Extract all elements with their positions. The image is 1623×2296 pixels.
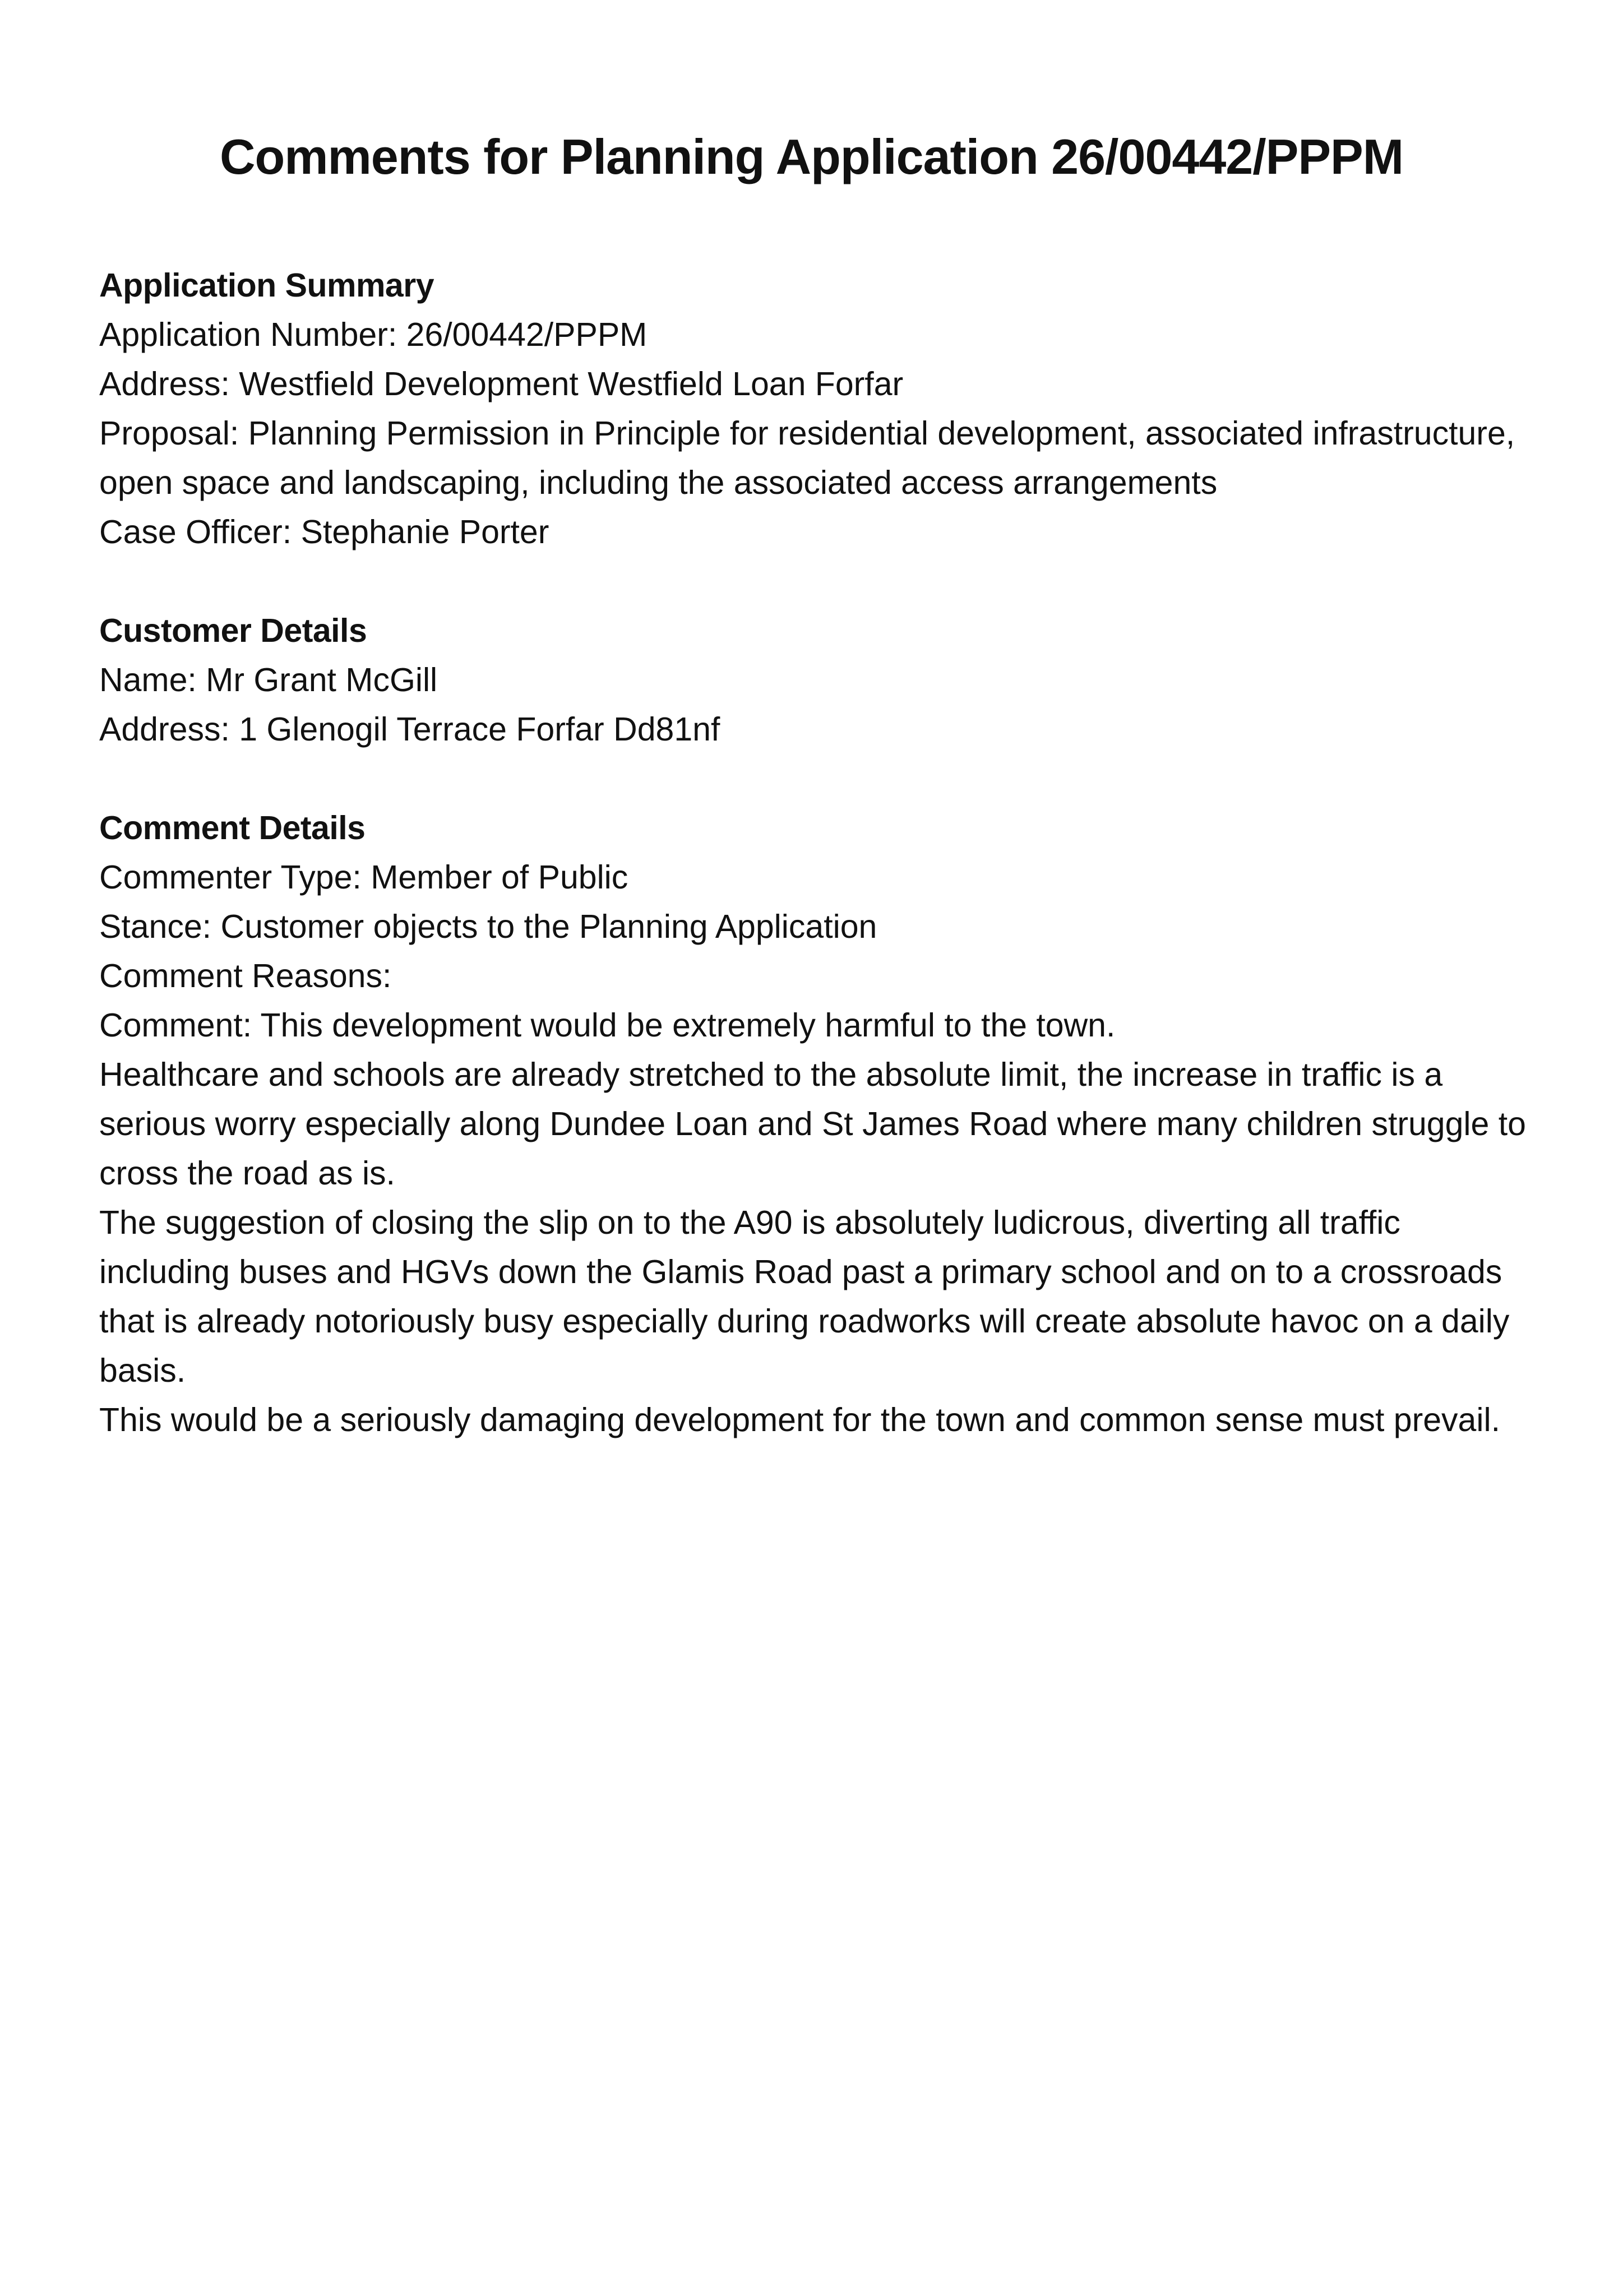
commenter-type: Commenter Type: Member of Public: [99, 859, 628, 896]
customer-details-heading: Customer Details: [99, 612, 367, 649]
comment-paragraph-1-line-2: serious worry especially along Dundee Loan and St James Road where many children struggle to: [99, 1105, 1526, 1142]
comment-reasons: Comment Reasons:: [99, 957, 392, 994]
page-title: Comments for Planning Application 26/00442/PPPM: [219, 129, 1404, 184]
comment-line: Comment: This development would be extremely harmful to the town.: [99, 1007, 1116, 1044]
comment-paragraph-1-line-1: Healthcare and schools are already stretched to the absolute limit, the increase in traffic is a: [99, 1056, 1443, 1093]
document-body: [99, 261, 1534, 1494]
comment-paragraph-1-line-3: cross the road as is.: [99, 1155, 395, 1192]
application-number: Application Number: 26/00442/PPPM: [99, 316, 648, 353]
stance: Stance: Customer objects to the Planning Application: [99, 908, 877, 945]
comment-paragraph-2-line-4: basis.: [99, 1352, 186, 1389]
comment-paragraph-2-line-3: that is already notoriously busy especially during roadworks will create absolute havoc on a daily: [99, 1303, 1510, 1340]
application-address: Address: Westfield Development Westfield Loan Forfar: [99, 365, 904, 402]
proposal-line-1: Proposal: Planning Permission in Principle for residential development, associated infrastructure,: [99, 415, 1515, 452]
proposal-line-2: open space and landscaping, including the associated access arrangements: [99, 464, 1218, 501]
comment-details-section: [99, 803, 1534, 1445]
application-summary-heading: Application Summary: [99, 267, 434, 304]
customer-details-section: [99, 606, 1534, 754]
customer-address: Address: 1 Glenogil Terrace Forfar Dd81nf: [99, 711, 720, 748]
comment-paragraph-2-line-2: including buses and HGVs down the Glamis Road past a primary school and on to a crossroads: [99, 1253, 1502, 1290]
comment-paragraph-2-line-1: The suggestion of closing the slip on to the A90 is absolutely ludicrous, diverting all traffic: [99, 1204, 1400, 1241]
case-officer: Case Officer: Stephanie Porter: [99, 513, 549, 550]
application-summary-section: [99, 261, 1534, 557]
comment-paragraph-3: This would be a seriously damaging development for the town and common sense must prevail.: [99, 1401, 1500, 1438]
comment-details-heading: Comment Details: [99, 809, 366, 846]
customer-name: Name: Mr Grant McGill: [99, 661, 438, 698]
